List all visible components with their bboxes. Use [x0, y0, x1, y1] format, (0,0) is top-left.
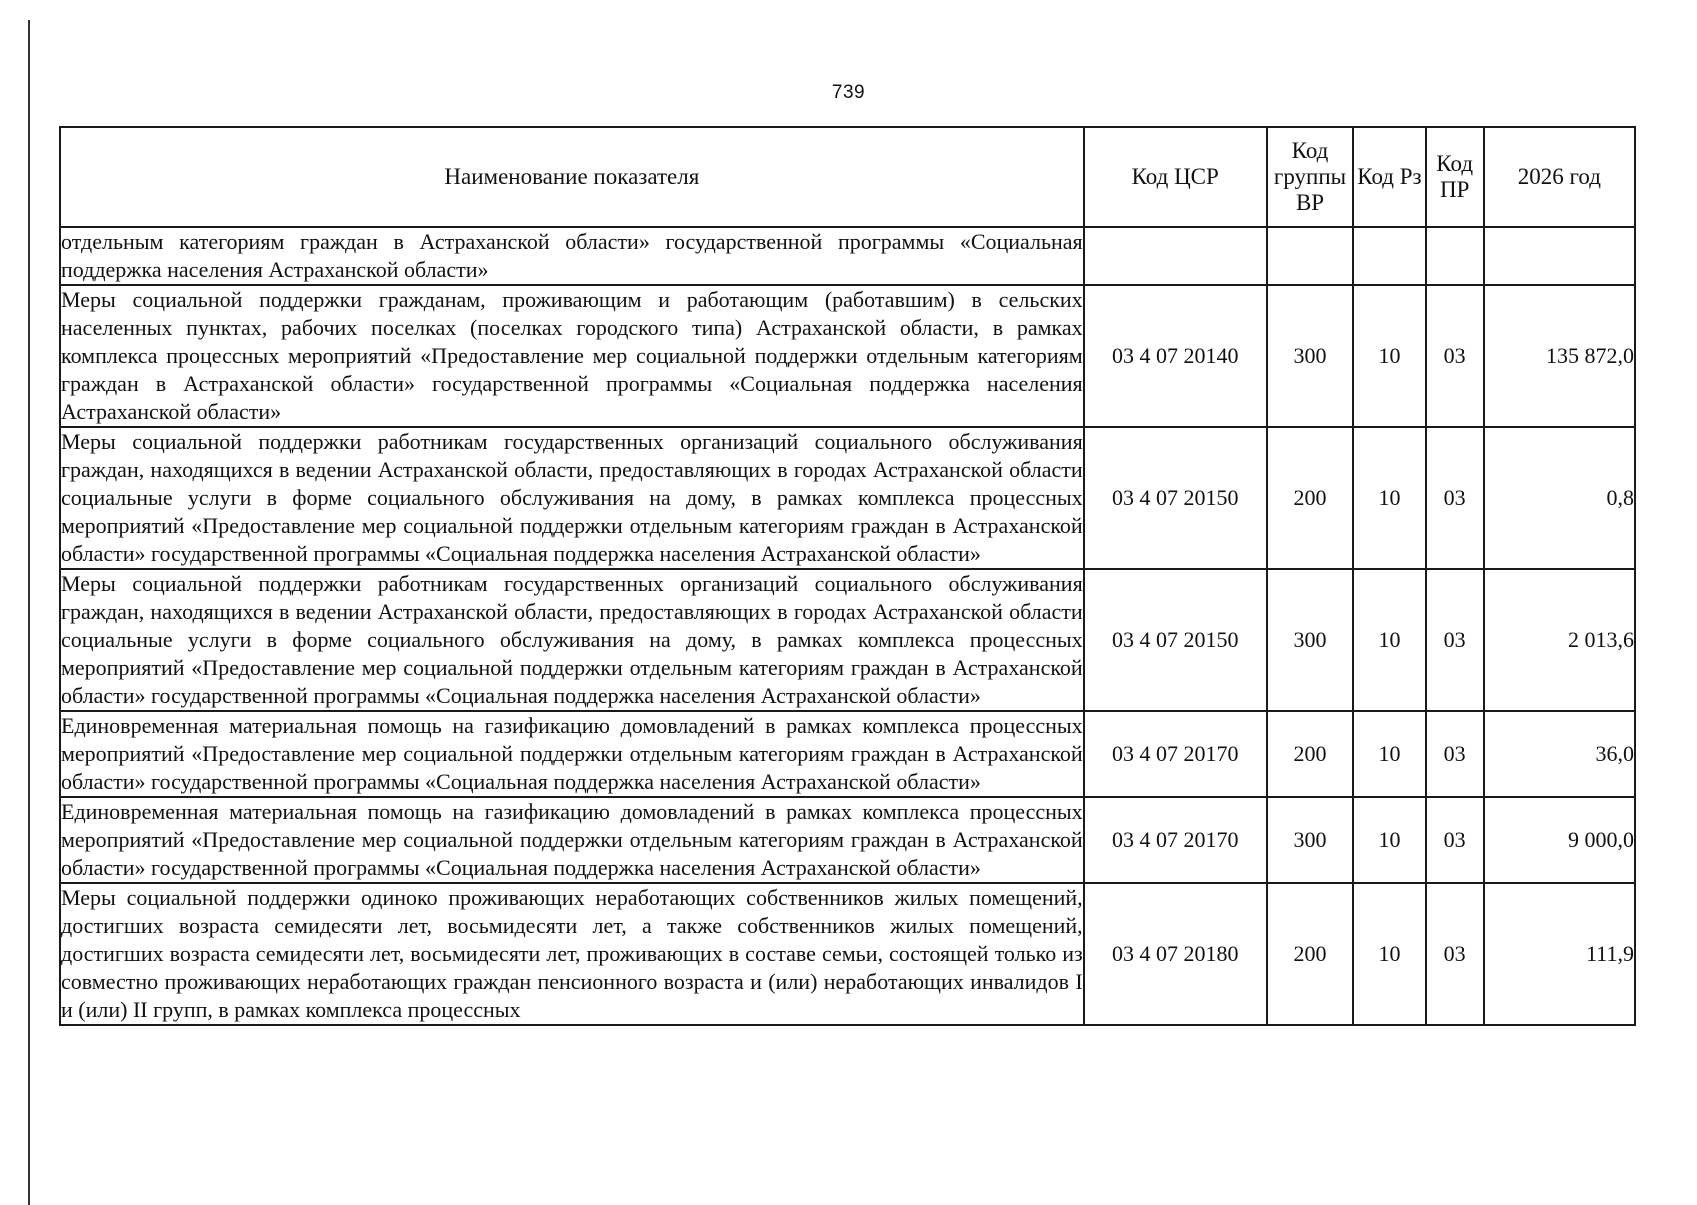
row-vr: 300 — [1267, 569, 1354, 711]
row-pr: 03 — [1426, 427, 1484, 569]
header-year: 2026 год — [1484, 127, 1635, 227]
row-rz: 10 — [1353, 569, 1425, 711]
row-csr: 03 4 07 20150 — [1084, 427, 1267, 569]
row-csr: 03 4 07 20150 — [1084, 569, 1267, 711]
row-pr: 03 — [1426, 285, 1484, 427]
table-row — [60, 797, 1635, 883]
row-csr: 03 4 07 20170 — [1084, 797, 1267, 883]
table-row — [60, 711, 1635, 797]
row-amount: 135 872,0 — [1484, 285, 1635, 427]
row-rz: 10 — [1353, 883, 1425, 1025]
row-vr — [1267, 227, 1354, 285]
row-name: Меры социальной поддержки работникам государственных организаций социального обслуживания граждан, находящихся в ведении Астраханской области, предоставляющих в городах Астраханской области социальные услуги в форме социального обслуживания на дому, в рамках комплекса процессных мероприятий «Предоставление мер социальной поддержки отдельным категориям граждан в Астраханской области» государственной программы «Социальная поддержка населения Астраханской области» — [60, 427, 1084, 569]
row-rz: 10 — [1353, 285, 1425, 427]
header-row — [60, 127, 1635, 227]
table-row — [60, 883, 1635, 1025]
table-row — [60, 285, 1635, 427]
row-vr: 200 — [1267, 427, 1354, 569]
row-vr: 200 — [1267, 711, 1354, 797]
row-csr — [1084, 227, 1267, 285]
row-name: отдельным категориям граждан в Астраханской области» государственной программы «Социальная поддержка населения Астраханской области» — [60, 227, 1084, 285]
row-pr: 03 — [1426, 797, 1484, 883]
row-rz: 10 — [1353, 711, 1425, 797]
row-amount: 36,0 — [1484, 711, 1635, 797]
row-csr: 03 4 07 20140 — [1084, 285, 1267, 427]
row-name: Единовременная материальная помощь на газификацию домовладений в рамках комплекса процессных мероприятий «Предоставление мер социальной поддержки отдельным категориям граждан в Астраханской области» государственной программы «Социальная поддержка населения Астраханской области» — [60, 797, 1084, 883]
table-body — [60, 227, 1635, 1025]
row-rz — [1353, 227, 1425, 285]
row-pr — [1426, 227, 1484, 285]
header-pr: Код ПР — [1426, 127, 1484, 227]
row-pr: 03 — [1426, 569, 1484, 711]
row-pr: 03 — [1426, 883, 1484, 1025]
row-rz: 10 — [1353, 427, 1425, 569]
row-name: Меры социальной поддержки гражданам, проживающим и работающим (работавшим) в сельских населенных пунктах, рабочих поселках (поселках городского типа) Астраханской области, в рамках комплекса процессных мероприятий «Предоставление мер социальной поддержки отдельным категориям граждан в Астраханской области» государственной программы «Социальная поддержка населения Астраханской области» — [60, 285, 1084, 427]
row-amount: 111,9 — [1484, 883, 1635, 1025]
row-vr: 300 — [1267, 285, 1354, 427]
header-rz: Код Рз — [1353, 127, 1425, 227]
row-name: Меры социальной поддержки одиноко проживающих неработающих собственников жилых помещений, достигших возраста семидесяти лет, восьмидесяти лет, а также собственников жилых помещений, достигших возраста семидесяти лет, восьмидесяти лет, проживающих в составе семьи, состоящей только из совместно проживающих неработающих граждан пенсионного возраста и (или) неработающих инвалидов I и (или) II групп, в рамках комплекса процессных — [60, 883, 1084, 1025]
row-amount: 2 013,6 — [1484, 569, 1635, 711]
row-rz: 10 — [1353, 797, 1425, 883]
page-number: 739 — [831, 82, 866, 103]
table-header — [60, 127, 1635, 227]
row-name: Меры социальной поддержки работникам государственных организаций социального обслуживания граждан, находящихся в ведении Астраханской области, предоставляющих в городах Астраханской области социальные услуги в форме социального обслуживания на дому, в рамках комплекса процессных мероприятий «Предоставление мер социальной поддержки отдельным категориям граждан в Астраханской области» государственной программы «Социальная поддержка населения Астраханской области» — [60, 569, 1084, 711]
header-vr: Код группы ВР — [1267, 127, 1354, 227]
row-amount: 9 000,0 — [1484, 797, 1635, 883]
left-margin-line — [28, 20, 30, 1205]
table-row — [60, 569, 1635, 711]
row-name: Единовременная материальная помощь на газификацию домовладений в рамках комплекса процессных мероприятий «Предоставление мер социальной поддержки отдельным категориям граждан в Астраханской области» государственной программы «Социальная поддержка населения Астраханской области» — [60, 711, 1084, 797]
row-pr: 03 — [1426, 711, 1484, 797]
header-name: Наименование показателя — [60, 127, 1084, 227]
budget-table — [59, 126, 1636, 1026]
table-row — [60, 427, 1635, 569]
table-row — [60, 227, 1635, 285]
row-csr: 03 4 07 20170 — [1084, 711, 1267, 797]
row-amount — [1484, 227, 1635, 285]
row-csr: 03 4 07 20180 — [1084, 883, 1267, 1025]
row-amount: 0,8 — [1484, 427, 1635, 569]
row-vr: 300 — [1267, 797, 1354, 883]
row-vr: 200 — [1267, 883, 1354, 1025]
header-csr: Код ЦСР — [1084, 127, 1267, 227]
